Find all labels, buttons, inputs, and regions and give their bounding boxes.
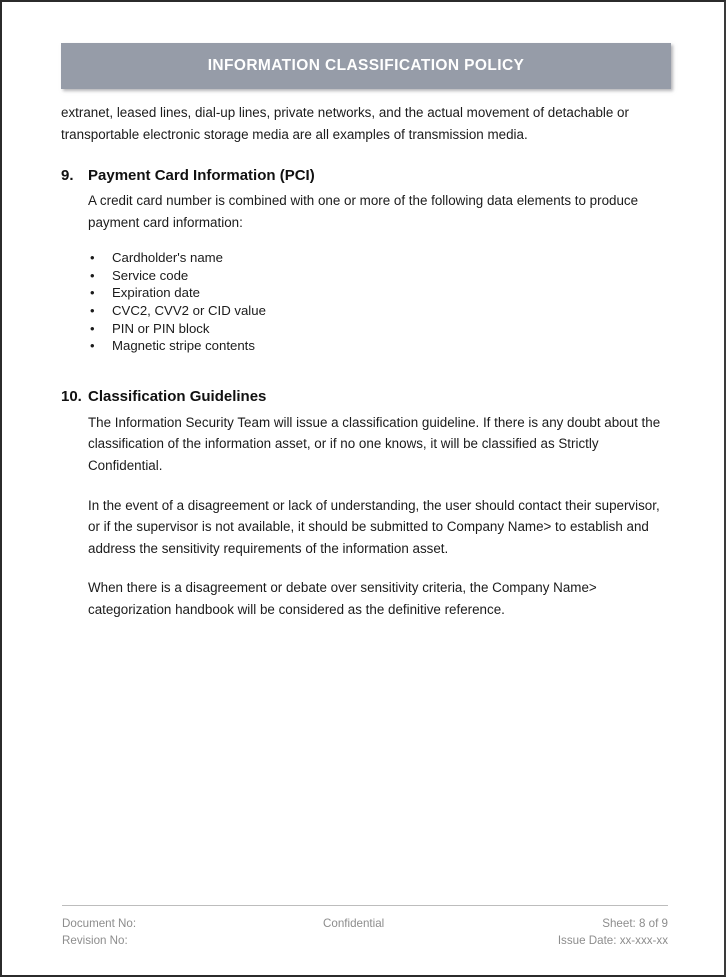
document-title-banner bbox=[61, 43, 671, 89]
bullet-icon: • bbox=[90, 250, 95, 266]
footer-divider bbox=[62, 905, 668, 906]
list-item bbox=[90, 284, 673, 302]
revision-no-label: Revision No: bbox=[62, 934, 128, 947]
list-item bbox=[90, 267, 673, 285]
lead-paragraph: extranet, leased lines, dial-up lines, private networks, and the actual movement of detachable or transportable electronic storage media are all examples of transmission media. bbox=[61, 105, 629, 142]
list-item-label: CVC2, CVV2 or CID value bbox=[112, 302, 266, 318]
footer-columns bbox=[62, 915, 668, 949]
list-item bbox=[90, 320, 673, 338]
list-item-label: Cardholder's name bbox=[112, 250, 224, 266]
sheet-number: Sheet: 8 of 9 bbox=[602, 917, 668, 930]
list-item-label: Service code bbox=[112, 267, 189, 283]
bullet-icon: • bbox=[90, 302, 95, 318]
section-10-paragraph-3: When there is a disagreement or debate over sensitivity criteria, the Company Name> categorization handbook will be considered as the definitive reference. bbox=[88, 580, 597, 617]
list-item-label: Magnetic stripe contents bbox=[112, 338, 255, 354]
footer-left-column bbox=[62, 915, 136, 949]
footer-center-column bbox=[323, 915, 384, 932]
pci-data-elements-list bbox=[61, 249, 673, 355]
footer-right-column bbox=[558, 915, 668, 949]
section-title-9: Payment Card Information (PCI) bbox=[88, 167, 315, 184]
section-10-paragraph-1: The Information Security Team will issue a classification guideline. If there is any doubt about the classification of the information asset, or if no one knows, it will be classified as Strictly Confidential. bbox=[88, 414, 661, 473]
section-title-10: Classification Guidelines bbox=[88, 387, 267, 405]
bullet-icon: • bbox=[90, 285, 95, 301]
section-body-9 bbox=[88, 190, 665, 233]
section-heading-9 bbox=[61, 167, 673, 184]
section-body-10 bbox=[88, 412, 665, 621]
issue-date: Issue Date: xx-xxx-xx bbox=[557, 934, 668, 947]
list-item-label: Expiration date bbox=[112, 285, 200, 301]
document-no-label: Document No: bbox=[62, 917, 137, 930]
bullet-icon: • bbox=[90, 320, 95, 336]
section-10-paragraph-2: In the event of a disagreement or lack of understanding, the user should contact their supervisor, or if the supervisor is not available, it should be submitted to Company Name> to establish and address the sensitivity requirements of the information asset. bbox=[88, 497, 660, 556]
section-9-intro: A credit card number is combined with one or more of the following data elements to produce payment card information: bbox=[88, 193, 639, 230]
confidentiality-label: Confidential bbox=[323, 917, 385, 930]
page-footer bbox=[62, 905, 668, 949]
bullet-icon: • bbox=[90, 338, 95, 354]
list-item bbox=[90, 249, 673, 267]
bullet-icon: • bbox=[90, 267, 95, 283]
document-title: INFORMATION CLASSIFICATION POLICY bbox=[207, 57, 525, 74]
list-item bbox=[90, 337, 673, 355]
document-content bbox=[61, 102, 673, 621]
list-item-label: PIN or PIN block bbox=[112, 320, 210, 336]
section-number-9: 9. bbox=[61, 167, 74, 184]
section-heading-10 bbox=[61, 388, 673, 405]
section-number-10: 10. bbox=[61, 387, 82, 405]
list-item bbox=[90, 302, 673, 320]
